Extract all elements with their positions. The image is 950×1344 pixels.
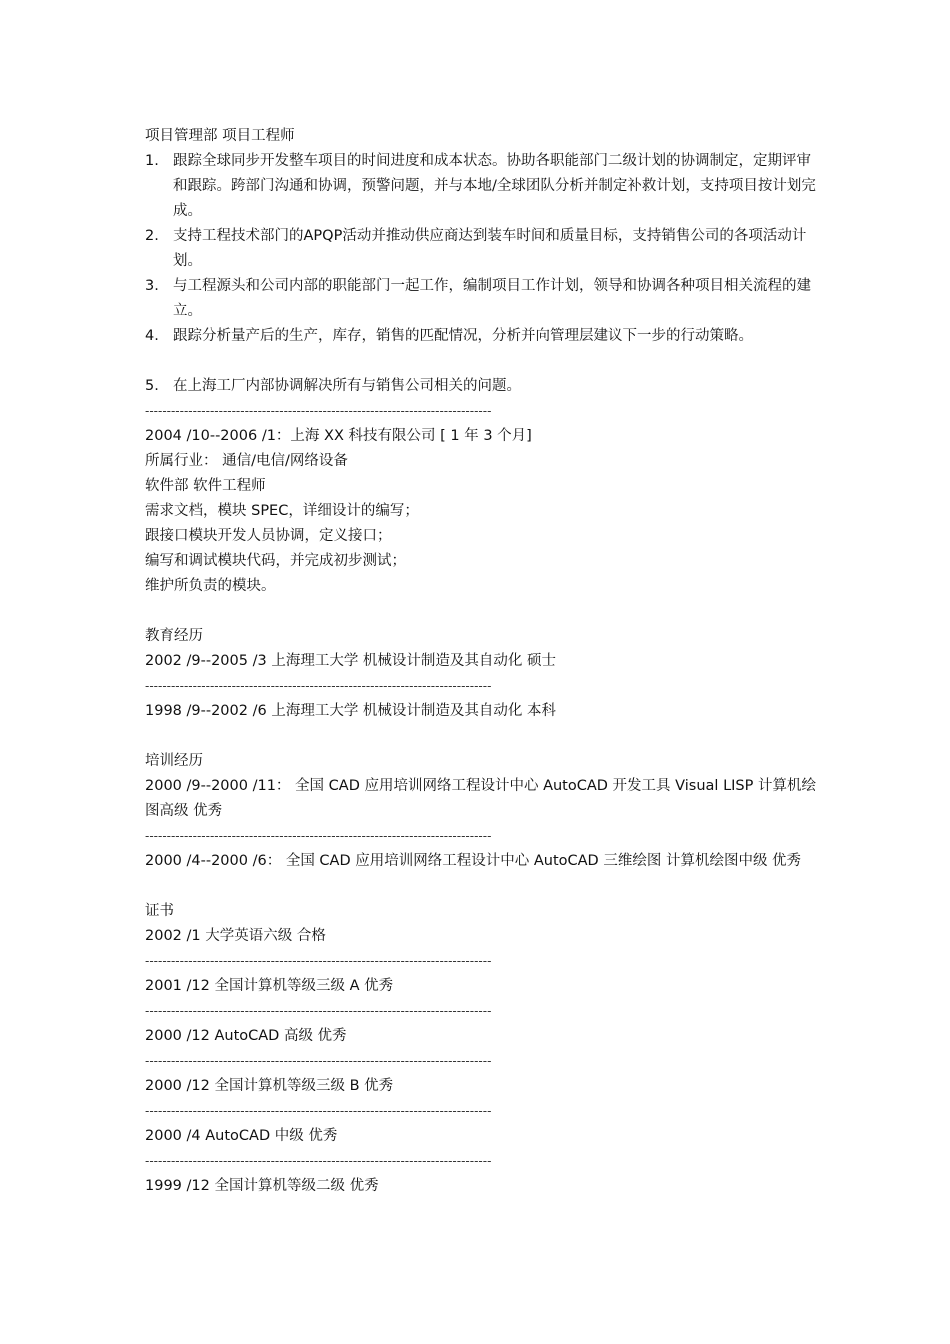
certificate-entry: 2002 /1 大学英语六级 合格 xyxy=(145,928,326,944)
project-item-1: 1. 跟踪全球同步开发整车项目的时间进度和成本状态。协助各职能部门二级计划的协调制定，定期评审和跟踪。跨部门沟通和协调，预警问题，并与本地/全球团队分析并制定补救计划，支持项目按计划完成。 xyxy=(145,153,816,219)
project-heading: 项目管理部 项目工程师 xyxy=(145,128,295,144)
job-department: 软件部 软件工程师 xyxy=(145,478,266,494)
job-duty: 跟接口模块开发人员协调，定义接口； xyxy=(145,528,392,544)
certificate-entry: 2000 /12 全国计算机等级三级 B 优秀 xyxy=(145,1078,394,1094)
training-entry: 2000 /9--2000 /11： 全国 CAD 应用培训网络工程设计中心 AutoCAD 开发工具 Visual LISP 计算机绘图高级 优秀 xyxy=(145,778,816,819)
project-item-2: 2. 支持工程技术部门的APQP活动并推动供应商达到装车时间和质量目标，支持销售公司的各项活动计划。 xyxy=(145,228,807,269)
job-duty: 需求文档，模块 SPEC，详细设计的编写； xyxy=(145,503,419,519)
spacer xyxy=(145,724,825,749)
project-item-5: 5. 在上海工厂内部协调解决所有与销售公司相关的问题。 xyxy=(145,378,521,394)
separator-line: -------------------------------------------------------------------------------- xyxy=(145,829,492,843)
job-industry: 所属行业： 通信/电信/网络设备 xyxy=(145,453,348,469)
education-heading: 教育经历 xyxy=(145,628,203,644)
training-entry: 2000 /4--2000 /6： 全国 CAD 应用培训网络工程设计中心 AutoCAD 三维绘图 计算机绘图中级 优秀 xyxy=(145,853,802,869)
certificate-entry: 2001 /12 全国计算机等级三级 A 优秀 xyxy=(145,978,394,994)
job-duty: 编写和调试模块代码，并完成初步测试； xyxy=(145,553,406,569)
separator-line: -------------------------------------------------------------------------------- xyxy=(145,1104,492,1118)
separator-line: -------------------------------------------------------------------------------- xyxy=(145,1054,492,1068)
job-period: 2004 /10--2006 /1：上海 XX 科技有限公司 [ 1 年 3 个月] xyxy=(145,428,532,444)
education-entry: 1998 /9--2002 /6 上海理工大学 机械设计制造及其自动化 本科 xyxy=(145,703,557,719)
separator-line: -------------------------------------------------------------------------------- xyxy=(145,954,492,968)
resume-page xyxy=(145,124,825,1199)
spacer xyxy=(145,874,825,899)
separator-line: -------------------------------------------------------------------------------- xyxy=(145,1004,492,1018)
separator-line: -------------------------------------------------------------------------------- xyxy=(145,679,492,693)
project-item-3: 3. 与工程源头和公司内部的职能部门一起工作，编制项目工作计划，领导和协调各种项目相关流程的建立。 xyxy=(145,278,811,319)
project-item-4: 4. 跟踪分析量产后的生产，库存，销售的匹配情况，分析并向管理层建议下一步的行动策略。 xyxy=(145,328,753,344)
job-duty: 维护所负责的模块。 xyxy=(145,578,276,594)
certificates-heading: 证书 xyxy=(145,903,174,919)
training-heading: 培训经历 xyxy=(145,753,203,769)
spacer xyxy=(145,349,825,374)
certificate-entry: 2000 /12 AutoCAD 高级 优秀 xyxy=(145,1028,347,1044)
spacer xyxy=(145,599,825,624)
separator-line: -------------------------------------------------------------------------------- xyxy=(145,404,492,418)
separator-line: -------------------------------------------------------------------------------- xyxy=(145,1154,492,1168)
education-entry: 2002 /9--2005 /3 上海理工大学 机械设计制造及其自动化 硕士 xyxy=(145,653,557,669)
certificate-entry: 1999 /12 全国计算机等级二级 优秀 xyxy=(145,1178,379,1194)
certificate-entry: 2000 /4 AutoCAD 中级 优秀 xyxy=(145,1128,338,1144)
